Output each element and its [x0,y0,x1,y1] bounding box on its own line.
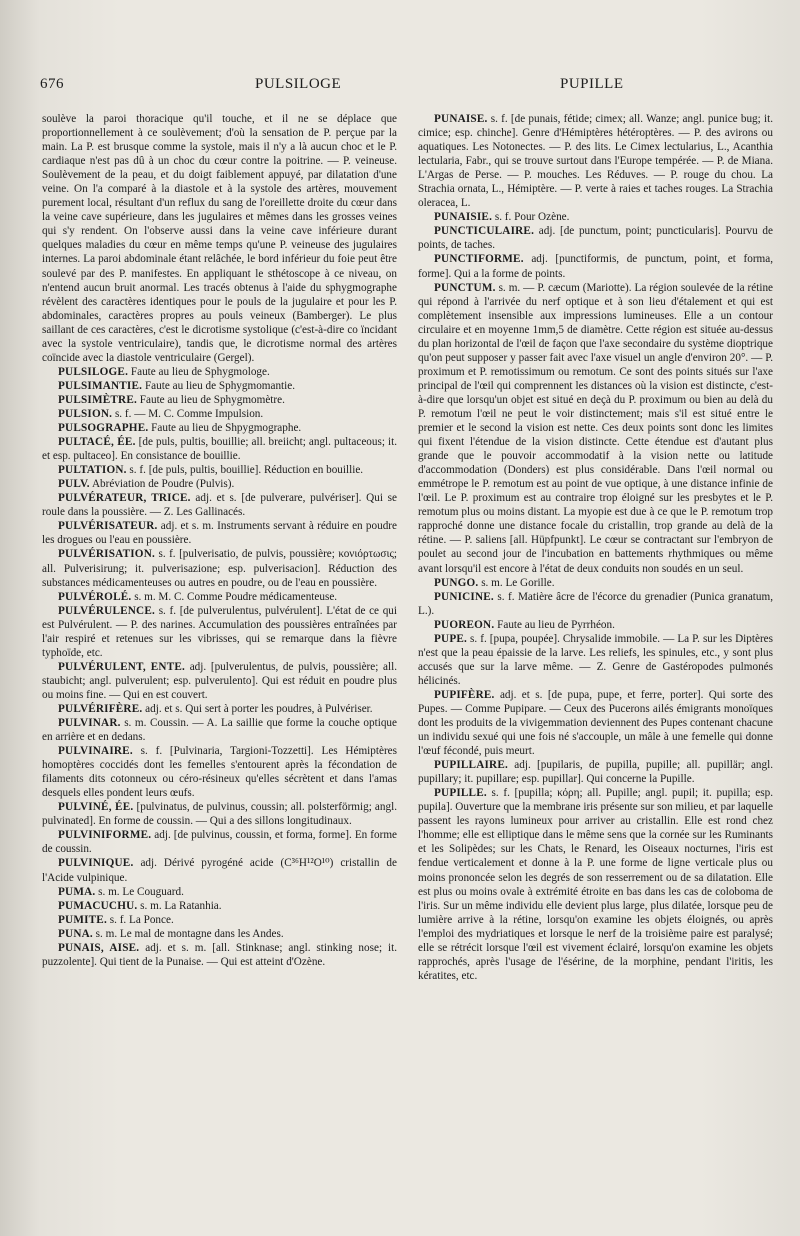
entry-text: adj. [de punctum, point; puncticularis]. Pourvu de points, de taches. [418,225,773,252]
left-column [42,112,397,969]
entry-headword: PUNGO. [434,576,479,589]
entry-text: Faute au lieu de Sphygmomètre. [139,393,285,406]
entry-headword: PULVÉROLÉ. [58,590,132,603]
entry-text: Faute au lieu de Sphygmologe. [130,365,270,378]
dictionary-entry [42,716,397,744]
dictionary-entry [42,477,397,491]
entry-headword: PULSIMÈTRE. [58,393,137,406]
entry-headword: PULVÉRIFÈRE. [58,702,143,715]
entry-text: s. m. Le mal de montagne dans les Andes. [95,927,284,940]
entry-text: [pulvinatus, de pulvinus, coussin; all. polsterförmig; angl. pulvinated]. En forme de coussin. — Qui a des sillons longitudinaux. [42,801,397,828]
entry-text: s. f. [de puls, pultis, bouillie]. Réduction en bouillie. [129,464,364,477]
entry-text: adj. [pulverulentus, de pulvis, poussière; all. staubicht; angl. pulverulent; esp. pulverulento]. Qui est réduit en poudre plus ou moins fine. — Qui en est couvert. [42,660,398,701]
page-header [0,76,800,100]
entry-text: s. m. Le Gorille. [481,576,555,589]
entry-headword: PUNCTICULAIRE. [434,225,535,238]
dictionary-entry [42,828,397,856]
entry-headword: PULVÉRISATION. [58,548,155,561]
entry-text: s. f. — M. C. Comme Impulsion. [114,407,264,420]
dictionary-entry [42,365,397,379]
entry-headword: PULSION. [58,407,113,420]
dictionary-entry [42,590,397,604]
entry-headword: PUNAISIE. [434,211,493,224]
entry-text: adj. et s. m. Instruments servant à réduire en poudre les drogues ou l'eau en poussière. [42,520,397,547]
dictionary-entry [418,576,773,590]
entry-text: Abréviation de Poudre (Pulvis). [91,478,235,491]
entry-headword: PULTACÉ, ÉE. [58,436,136,449]
dictionary-entry [42,702,397,716]
dictionary-entry [42,491,397,519]
entry-text: s. m. — P. cæcum (Mariotte). La région soulevée de la rétine qui répond à l'arrivée du nerf optique et à son lieu d'étalement et qui est complètement insensible aux impressions lumineuses. Elle a un contour circulaire et en moyenne 1mm,5 de diamètre. Cette région est située au-dessus du plan horizontal de l'œil de façon que l'axe secondaire du système dioptrique qu'on peut supposer y passer fait avec l'axe visuel un angle d'environ 20°. — P. proximum et P. remotissimum ou remotum. Ce sont des points situés sur l'axe principal de l'œil qui comprennent les distances où la vision est distincte, c'est-à-dire que lorsqu'un objet est situé en deçà du P. proximum ou bien au delà du P. remotum l'œil ne peut le voir distinctement; mais s'il est situé entre le premier et le second la vision est nette. Ces deux points sont donc les limites qui fixent l'étendue de la vision distincte. Cette étendue est d'autant plus grande que le pouvoir accommodatif à la vision nette ou latitude d'accommodation (Donders) est plus considérable. Dans l'œil normal ou emmétrope le P. remotum est au point de vue optique, à une distance infinie de l'œil. Le P. proximum est au contraire trop éloigné sur les presbytes et le P. remotum plus ou moins distant. La myopie est due à ce que le P. remotum trop rapproché donne une distance focale du cristallin, trop grande au delà de la rétine. — P. saliens [all. Hüpfpunkt]. Le cœur se contractant sur l'embryon de poulet au second jour de l'incubation en battements rhythmiques ou même avant lorsqu'il est encore à l'état de deux conduits non soudés en un seul. [418,281,773,575]
entry-text: s. f. [pupa, poupée]. Chrysalide immobile. — La P. sur les Diptères n'est que la peau épaissie de la larve. Les reliefs, les spinules, etc., y sont plus accusés que sur la larve même. — Z. Genre de Gastéropodes pulmonés hélicinés. [418,632,774,687]
entry-text: s. f. [Pulvinaria, Targioni-Tozzetti]. Les Hémiptères homoptères coccidés dont les femelles s'entourent après la fécondation de filaments dits cotonneux ou céro-résineux qu'elles sécrètent et dans l'amas desquels elles pondent leurs œufs. [42,745,398,800]
left-running-head: PULSILOGE [255,76,342,92]
entry-text: s. m. Coussin. — A. La saillie que forme la couche optique en arrière et en dedans. [42,717,397,744]
entry-text: adj. et s. [de pulverare, pulvériser]. Qui se roule dans la poussière. — Z. Les Gallinacés. [42,492,397,519]
dictionary-entry [418,632,773,688]
entry-text: s. m. La Ratanhia. [140,899,222,912]
entry-headword: PUPE. [434,632,468,645]
dictionary-entry [42,463,397,477]
dictionary-entry [418,210,773,224]
dictionary-entry [42,856,397,884]
entry-headword: PUMA. [58,885,96,898]
dictionary-entry [42,407,397,421]
entry-headword: PULSOGRAPHE. [58,422,149,435]
entry-headword: PULTATION. [58,464,127,477]
dictionary-entry [42,604,397,660]
entry-text: s. f. [pulverisatio, de pulvis, poussière; κονιόρτωσις; all. Pulverisirung; it. pulverisazione; esp. pulverisacion]. Réduction des substances médicamenteuses ou autres en poudre, ou de l'eau en poussière. [42,548,397,589]
entry-headword: PUPILLE. [434,787,487,800]
entry-text: soulève la paroi thoracique qu'il touche, et il ne se déplace que proportionnellement à ce soulèvement; d'où la sensation de P. perçue par la main. La P. est brusque comme la systole, mais il n'y a là aucun choc et le P. cardiaque n'est pas dû à un choc du cœur contre la poitrine. — P. veineuse. Soulèvement de la peau, et du doigt faiblement appuyé, par dilatation d'une veine. On l'a comparé à la diastole et à la systole des artères, mouvement purement local, résultant d'un reflux du sang de l'oreillette droite du cœur dans la veine cave supérieure, dans les jugulaires et mêmes dans les grosses veines qui s'y rendent. On l'observe aussi dans la veine cave inférieure durant quelques maladies du cœur en même temps qu'une P. veineuse des jugulaires internes. La paroi abdominale étant relâchée, le bord inférieur du foie peut être soulevé par des P. manifestes. En appliquant le sthétoscope à ce niveau, on n'entend aucun bruit anormal. Les tracés obtenus à l'aide du sphygmographe révèlent des caractères identiques pour le pouls de la jugulaire et pour les P. abdominales, caractères propres au pouls veineux (Bamberger). Le plus saillant de ces caractères, c'est le dicrotisme systolique (c'est-à-dire co ïncidant avec la systole ventriculaire), tandis que, le dicrotisme normal des artères coïncide avec la diastole ventriculaire (Gergel). [42,113,397,364]
dictionary-entry [42,112,397,365]
entry-headword: PUNA. [58,927,93,940]
dictionary-entry [42,744,397,800]
entry-headword: PULVÉRISATEUR. [58,520,158,533]
entry-text: s. f. La Ponce. [109,913,174,926]
dictionary-entry [42,800,397,828]
dictionary-entry [418,786,773,983]
entry-headword: PUNAISE. [434,113,488,125]
entry-text: Faute au lieu de Sphygmomantie. [144,379,296,392]
dictionary-entry [42,435,397,463]
entry-headword: PUNCTUM. [434,281,496,294]
page-number: 676 [40,76,64,92]
entry-text: s. f. [de pulverulentus, pulvérulent]. L'état de ce qui est Pulvérulent. — P. des narines. Accumulation des poussières entraînées par l'air respiré et retenues sur les vibrisses, qui se remarque dans la fièvre typhoïde, etc. [42,604,397,659]
dictionary-entry [42,927,397,941]
dictionary-entry [418,281,773,576]
right-running-head: PUPILLE [560,76,624,92]
entry-text: s. f. [de punais, fétide; cimex; all. Wanze; angl. punice bug; it. cimice; esp. chinche]. Genre d'Hémiptères hétéroptères. — P. des avirons ou aquatiques. Les Notonectes. — P. des lits. Le Cimex lectularius, L., Acanthia lectularia, Fabr., qui se trouve surtout dans l'Europe tempérée. — P. de Miana. L'Argas de Perse. — P. mouches. Les Réduves. — P. rouge du chou. La Strachia ornata, L., Hémiptère. — P. verte à raies et taches rouges. La Strachia oleracea, L. [418,113,774,210]
entry-text: [de puls, pultis, bouillie; all. breiicht; angl. pultaceous; it. et esp. pultaceo]. En consistance de bouillie. [42,436,398,463]
dictionary-entry [42,547,397,589]
entry-headword: PUNCTIFORME. [434,253,524,266]
dictionary-entry [418,224,773,252]
entry-headword: PULV. [58,478,90,491]
entry-text: adj. Dérivé pyrogéné acide (C³⁶H¹²O¹⁰) cristallin de l'Acide vulpinique. [42,857,397,884]
entry-headword: PULVINÉ, ÉE. [58,801,134,814]
entry-text: Faute au lieu de Shpygmographe. [151,422,302,435]
dictionary-entry [42,941,397,969]
dictionary-entry [42,899,397,913]
entry-headword: PULSILOGE. [58,365,129,378]
entry-text: adj. et s. [de pupa, pupe, et ferre, porter]. Qui sorte des Pupes. — Comme Pupipare. — Ceux des Pucerons ailés émigrants monoïques dont les produits de la vivigemmation deviennent des Pupes contenant chacune un individu sexué qui une fois né s'accouple, un mâle à une femelle qui donne l'œuf fécondé, puis meurt. [418,688,774,758]
dictionary-entry [42,660,397,702]
dictionary-entry [42,519,397,547]
entry-text: s. f. [pupilla; κόρη; all. Pupille; angl. pupil; it. pupilla; esp. pupila]. Ouverture que la membrane iris présente sur son milieu, et par laquelle passent les rayons lumineux pour arriver au cristallin. Elle est rond chez l'homme; elle est elliptique dans le même sens que la cornée sur les Ruminants et les Solipèdes; sur les Chats, le Renard, les Oiseaux nocturnes, l'iris est fendue verticalement et donne à la P. une forme de ligne verticale plus ou moins prononcée selon les degrés de son resserrement ou de sa dilatation. Elle est plus ou moins ovale à extrémité étroite en bas dans les cas de coloboma de l'iris. Sur un même individu elle devient plus large, plus dilatée, lorsque peu de lumière arrive à la rétine, lorsqu'on examine les objets éloignés, ou après l'emploi des mydriatiques et lorsque le nerf de la troisième paire est paralysé; elle se rétrécit lorsque l'œil est vivement éclairé, lorsqu'on examine les objets rapprochés, après l'usage de l'ésérine, de la morphine, pendant l'iritis, les kératites, etc. [418,787,773,982]
entry-headword: PUOREON. [434,618,495,631]
dictionary-entry [418,758,773,786]
entry-text: s. m. M. C. Comme Poudre médicamenteuse. [134,590,338,603]
dictionary-entry [418,618,773,632]
dictionary-entry [418,252,773,280]
entry-headword: PULVÉRATEUR, TRICE. [58,492,191,505]
entry-headword: PUNICINE. [434,590,494,603]
dictionary-entry [418,688,773,758]
entry-text: adj. et s. Qui sert à porter les poudres, à Pulvériser. [145,702,373,715]
entry-headword: PUPIFÈRE. [434,688,495,701]
entry-text: s. f. Matière âcre de l'écorce du grenadier (Punica granatum, L.). [418,590,774,617]
entry-headword: PULVÉRULENT, ENTE. [58,660,186,673]
entry-headword: PUPILLAIRE. [434,759,508,772]
entry-text: adj. [pupilaris, de pupilla, pupille; all. pupillär; angl. pupillary; it. pupillare; esp. pupillar]. Qui concerne la Pupille. [418,759,774,786]
entry-text: s. f. Pour Ozène. [494,211,570,224]
dictionary-entry [42,379,397,393]
entry-headword: PUMACUCHU. [58,899,138,912]
right-column [418,112,773,983]
entry-text: s. m. Le Couguard. [98,885,184,898]
entry-headword: PULVINAR. [58,717,121,730]
entry-text: Faute au lieu de Pyrrhéon. [497,618,615,631]
entry-headword: PUMITE. [58,913,107,926]
dictionary-entry [42,913,397,927]
dictionary-entry [418,590,773,618]
entry-headword: PULVINIQUE. [58,857,134,870]
entry-headword: PULVÉRULENCE. [58,604,155,617]
entry-headword: PULVINIFORME. [58,829,152,842]
entry-text: adj. [punctiformis, de punctum, point, et forma, forme]. Qui a la forme de points. [418,253,774,280]
dictionary-entry [42,393,397,407]
dictionary-entry [418,112,773,210]
entry-text: adj. et s. m. [all. Stinknase; angl. stinking nose; it. puzzolente]. Qui tient de la Punaise. — Qui est atteint d'Ozène. [42,941,398,968]
entry-headword: PULVINAIRE. [58,745,133,758]
entry-headword: PUNAIS, AISE. [58,941,140,954]
entry-headword: PULSIMANTIE. [58,379,143,392]
entry-text: adj. [de pulvinus, coussin, et forma, forme]. En forme de coussin. [42,829,398,856]
dictionary-entry [42,885,397,899]
dictionary-entry [42,421,397,435]
